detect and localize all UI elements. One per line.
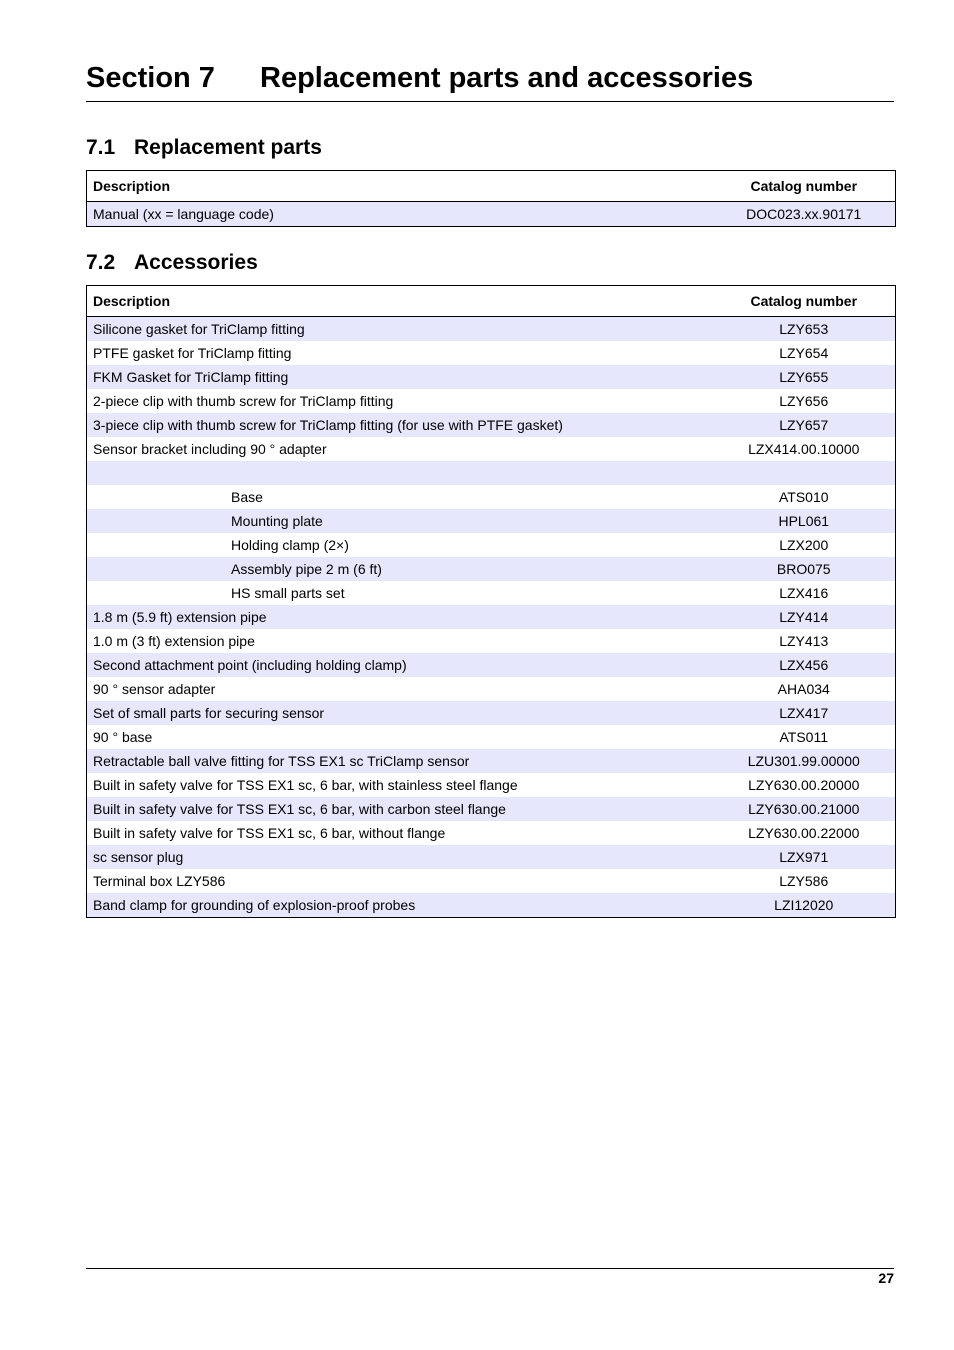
table-row <box>87 797 896 821</box>
catalog-number: LZY630.00.21000 <box>713 797 896 821</box>
catalog-number: LZX417 <box>713 701 896 725</box>
part-description: 1.0 m (3 ft) extension pipe <box>87 629 713 653</box>
part-description: Sensor bracket including 90 ° adapter <box>87 437 713 461</box>
catalog-number: ATS010 <box>713 485 896 509</box>
part-description: PTFE gasket for TriClamp fitting <box>87 341 713 365</box>
catalog-number: LZX200 <box>713 533 896 557</box>
part-description: Assembly pipe 2 m (6 ft) <box>87 557 713 581</box>
column-header-description: Description <box>87 171 713 202</box>
subsection-heading-replacement-parts <box>86 135 322 161</box>
table-header-row <box>87 286 896 317</box>
catalog-number: LZY586 <box>713 869 896 893</box>
table-row <box>87 485 896 509</box>
table-row <box>87 389 896 413</box>
catalog-number: HPL061 <box>713 509 896 533</box>
table-row <box>87 581 896 605</box>
table-row <box>87 341 896 365</box>
part-description: 2-piece clip with thumb screw for TriClamp fitting <box>87 389 713 413</box>
part-description: Built in safety valve for TSS EX1 sc, 6 bar, with stainless steel flange <box>87 773 713 797</box>
part-description: Mounting plate <box>87 509 713 533</box>
column-header-description: Description <box>87 286 713 317</box>
table-row <box>87 845 896 869</box>
part-description: Second attachment point (including holding clamp) <box>87 653 713 677</box>
table-row <box>87 461 896 485</box>
table-row <box>87 749 896 773</box>
table-row <box>87 437 896 461</box>
table-row <box>87 701 896 725</box>
catalog-number: LZX971 <box>713 845 896 869</box>
page-number: 27 <box>878 1270 894 1286</box>
table-row <box>87 605 896 629</box>
table-row <box>87 773 896 797</box>
catalog-number: LZY414 <box>713 605 896 629</box>
part-description: sc sensor plug <box>87 845 713 869</box>
catalog-number: LZY656 <box>713 389 896 413</box>
catalog-number: ATS011 <box>713 725 896 749</box>
part-description: Built in safety valve for TSS EX1 sc, 6 bar, without flange <box>87 821 713 845</box>
column-header-catalog-number: Catalog number <box>713 171 896 202</box>
table-row <box>87 365 896 389</box>
catalog-number: LZI12020 <box>713 893 896 918</box>
catalog-number: BRO075 <box>713 557 896 581</box>
table-row <box>87 317 896 342</box>
subsection-number: 7.2 <box>86 251 116 274</box>
subsection-title: Replacement parts <box>134 136 322 159</box>
table-row <box>87 557 896 581</box>
catalog-number: AHA034 <box>713 677 896 701</box>
catalog-number: LZX414.00.10000 <box>713 437 896 461</box>
part-description: 3-piece clip with thumb screw for TriClamp fitting (for use with PTFE gasket) <box>87 413 713 437</box>
subsection-heading-accessories <box>86 250 258 276</box>
table-row <box>87 869 896 893</box>
catalog-number: LZY630.00.20000 <box>713 773 896 797</box>
catalog-number <box>713 461 896 485</box>
section-heading <box>86 58 894 102</box>
part-description: 1.8 m (5.9 ft) extension pipe <box>87 605 713 629</box>
table-row <box>87 202 896 227</box>
part-description: 90 ° base <box>87 725 713 749</box>
part-description: FKM Gasket for TriClamp fitting <box>87 365 713 389</box>
part-description: Base <box>87 485 713 509</box>
replacement-parts-table <box>86 170 896 227</box>
accessories-body <box>87 317 896 918</box>
table-row <box>87 725 896 749</box>
subsection-number: 7.1 <box>86 136 116 159</box>
part-description: Holding clamp (2×) <box>87 533 713 557</box>
catalog-number: LZX456 <box>713 653 896 677</box>
table-row <box>87 893 896 918</box>
catalog-number: LZY655 <box>713 365 896 389</box>
table-row <box>87 677 896 701</box>
table-row <box>87 629 896 653</box>
catalog-number: LZY653 <box>713 317 896 342</box>
part-description: Built in safety valve for TSS EX1 sc, 6 bar, with carbon steel flange <box>87 797 713 821</box>
table-row <box>87 509 896 533</box>
catalog-number: LZY657 <box>713 413 896 437</box>
part-description: HS small parts set <box>87 581 713 605</box>
table-row <box>87 821 896 845</box>
part-description: 90 ° sensor adapter <box>87 677 713 701</box>
accessories-table <box>86 285 896 918</box>
table-row <box>87 533 896 557</box>
catalog-number: DOC023.xx.90171 <box>713 202 896 227</box>
part-description: Band clamp for grounding of explosion-proof probes <box>87 893 713 918</box>
part-description: Set of small parts for securing sensor <box>87 701 713 725</box>
catalog-number: LZY630.00.22000 <box>713 821 896 845</box>
catalog-number: LZX416 <box>713 581 896 605</box>
part-description: Retractable ball valve fitting for TSS EX1 sc TriClamp sensor <box>87 749 713 773</box>
section-number: Section 7 <box>86 62 215 94</box>
replacement-parts-body <box>87 202 896 227</box>
catalog-number: LZY413 <box>713 629 896 653</box>
part-description: Terminal box LZY586 <box>87 869 713 893</box>
table-header-row <box>87 171 896 202</box>
table-row <box>87 653 896 677</box>
part-description: Silicone gasket for TriClamp fitting <box>87 317 713 342</box>
part-description <box>87 461 713 485</box>
footer-rule <box>86 1268 894 1269</box>
subsection-title: Accessories <box>134 251 258 274</box>
catalog-number: LZY654 <box>713 341 896 365</box>
table-row <box>87 413 896 437</box>
catalog-number: LZU301.99.00000 <box>713 749 896 773</box>
section-title: Replacement parts and accessories <box>260 62 754 94</box>
part-description: Manual (xx = language code) <box>87 202 713 227</box>
column-header-catalog-number: Catalog number <box>713 286 896 317</box>
